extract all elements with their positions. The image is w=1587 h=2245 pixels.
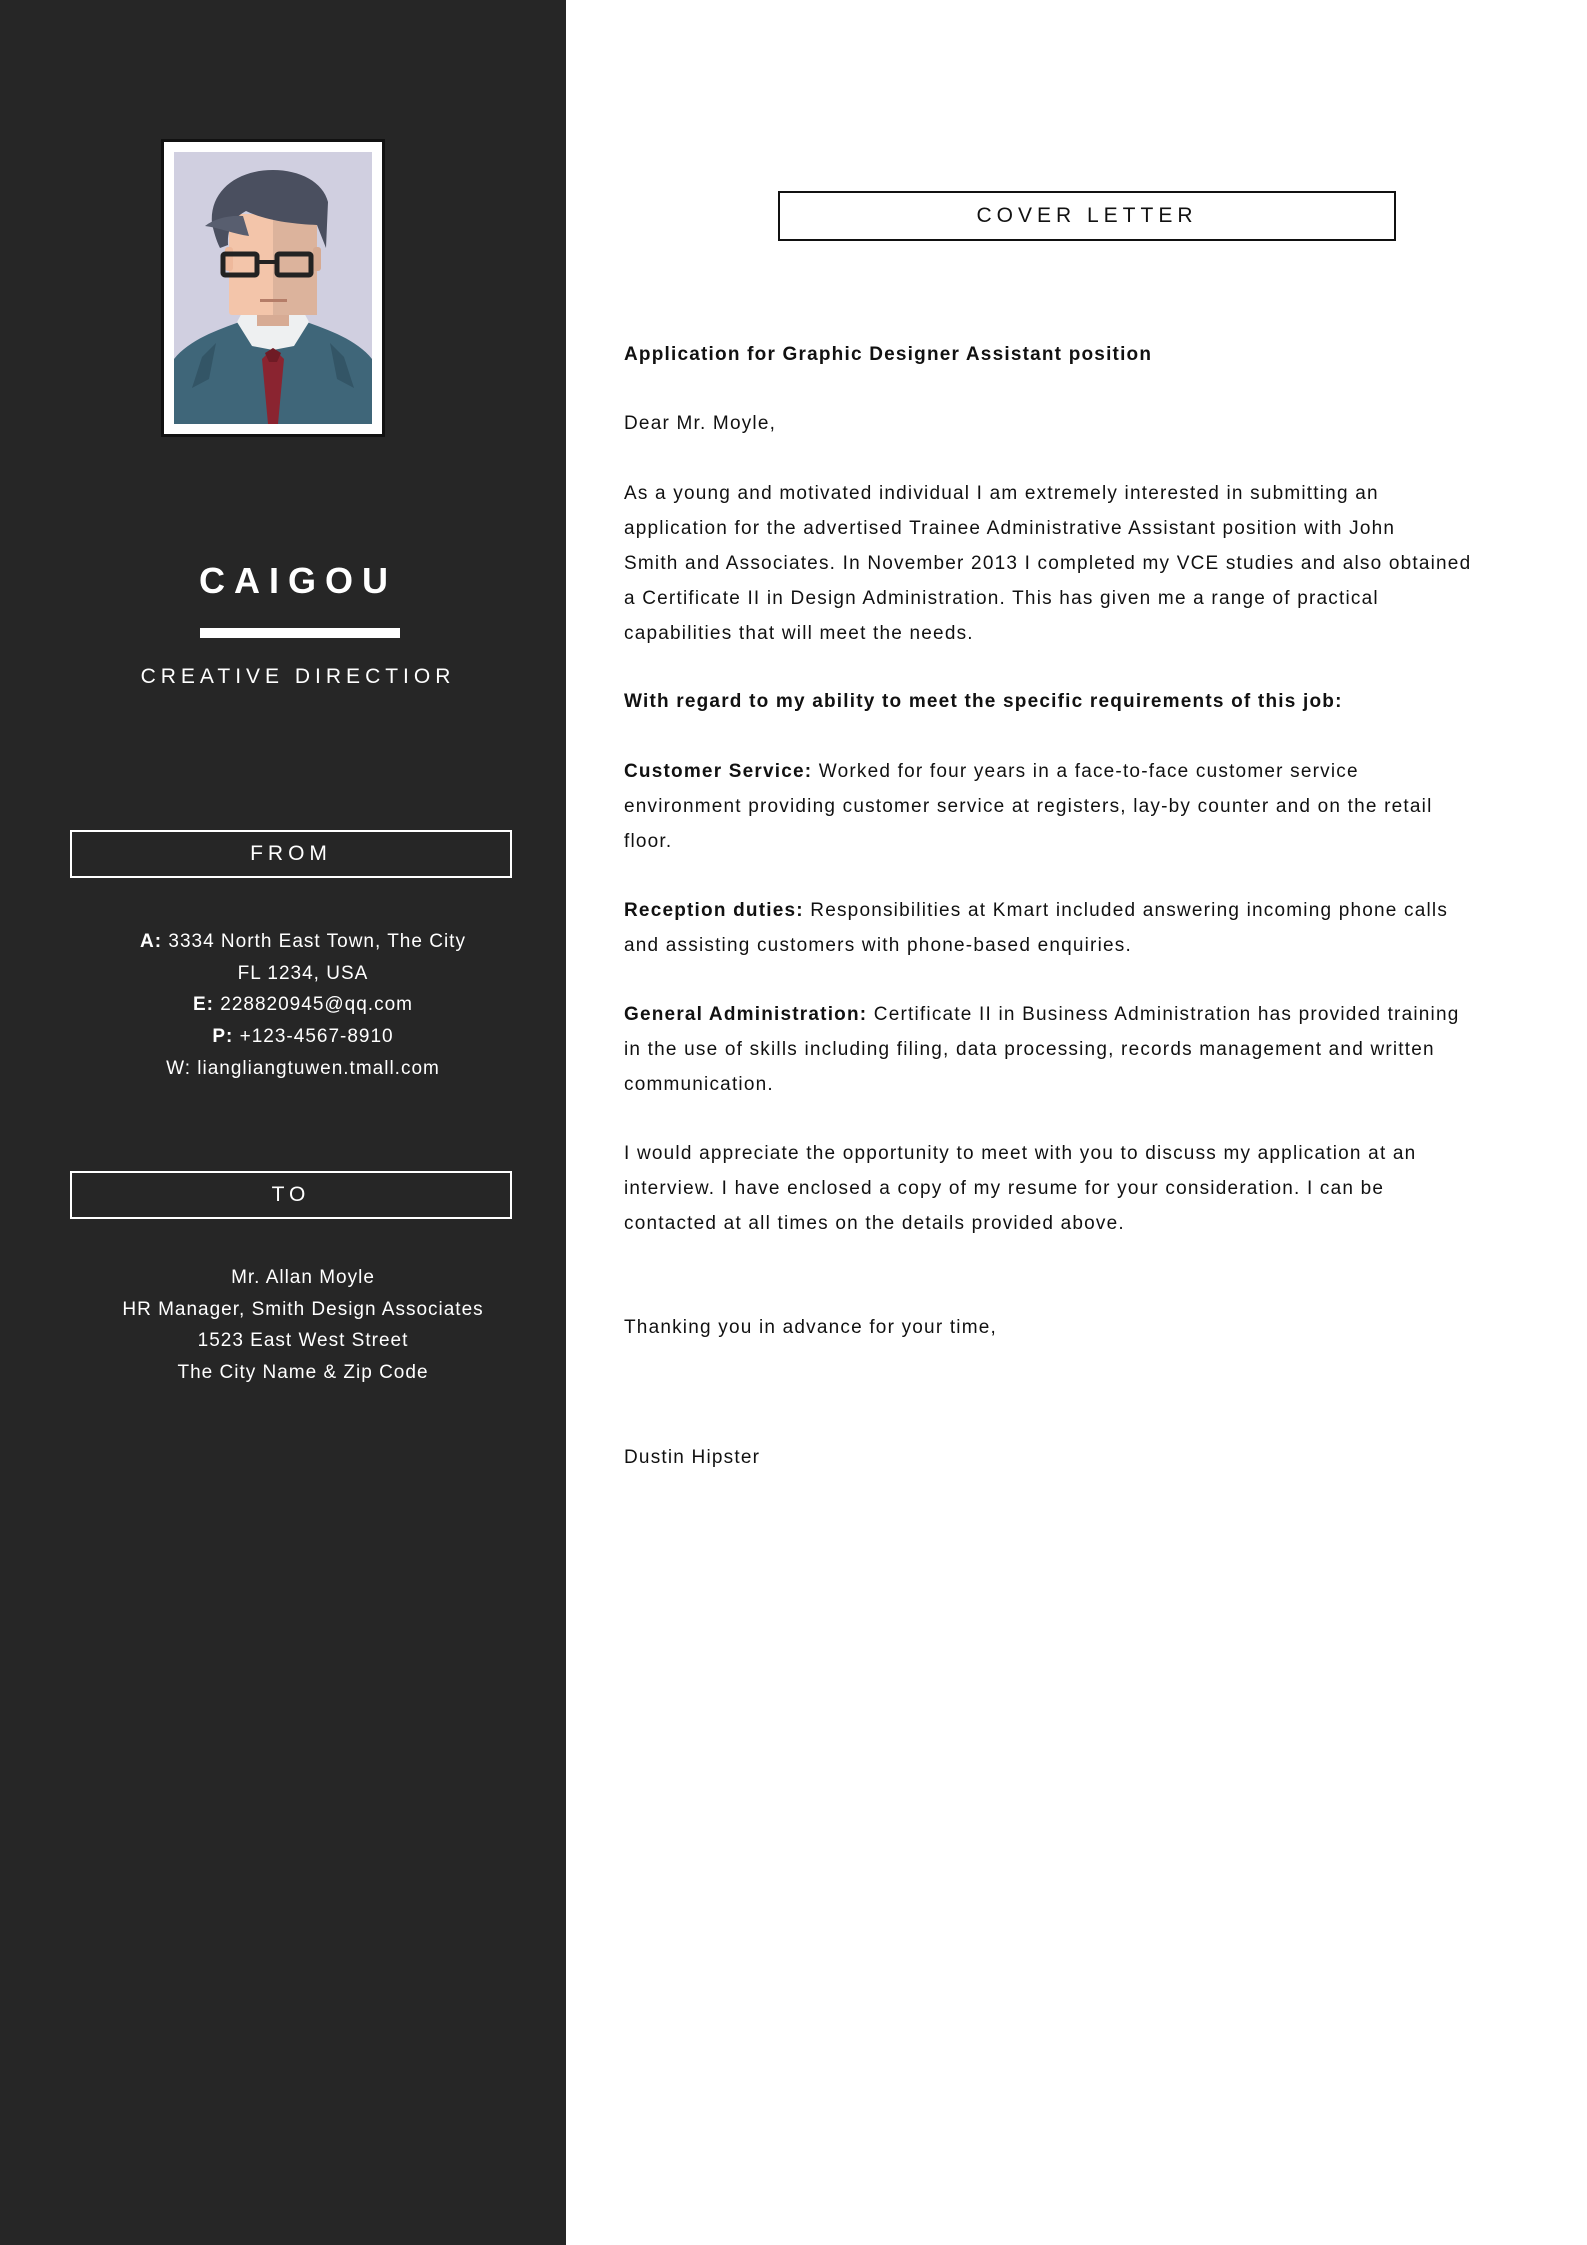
- sender-contact-block: [0, 926, 606, 1085]
- intro-line: a Certificate II in Design Administration. This has given me a range of practical: [624, 588, 1379, 609]
- administration-line: communication.: [624, 1074, 774, 1095]
- thanks-line: Thanking you in advance for your time,: [624, 1317, 997, 1338]
- customer-service-first-text: Worked for four years in a face-to-face customer service: [812, 761, 1359, 782]
- sender-address-line1: [0, 926, 606, 958]
- customer-service-paragraph: [624, 754, 1534, 859]
- profile-role: CREATIVE DIRECTIOR: [140, 665, 456, 688]
- reception-label: Reception duties:: [624, 900, 804, 921]
- customer-service-first-line: [624, 754, 1534, 789]
- recipient-contact-block: [0, 1262, 606, 1389]
- recipient-street-line: 1523 East West Street: [197, 1330, 409, 1352]
- letter-intro-paragraph: [624, 476, 1534, 651]
- intro-line: Smith and Associates. In November 2013 I completed my VCE studies and also obtained: [624, 553, 1472, 574]
- address-line1: 3334 North East Town, The City: [168, 931, 466, 952]
- administration-label: General Administration:: [624, 1004, 868, 1025]
- to-heading: TO: [70, 1171, 512, 1219]
- intro-line: capabilities that will meet the needs.: [624, 623, 974, 644]
- address-label: A:: [140, 931, 163, 952]
- administration-first-line: [624, 997, 1534, 1032]
- man-with-glasses-avatar-icon: [174, 152, 372, 424]
- name-divider: [200, 628, 400, 638]
- from-heading: FROM: [70, 830, 512, 878]
- reception-line: and assisting customers with phone-based enquiries.: [624, 935, 1132, 956]
- closing-paragraph: [624, 1136, 1534, 1241]
- phone-value: +123-4567-8910: [239, 1026, 394, 1048]
- profile-name: CAIGOU: [199, 560, 397, 601]
- letter-subject: Application for Graphic Designer Assistant position: [624, 344, 1153, 365]
- cover-letter-title: COVER LETTER: [778, 191, 1396, 241]
- profile-sidebar: [0, 0, 566, 2245]
- email-label: E:: [193, 994, 214, 1016]
- customer-service-label: Customer Service:: [624, 761, 813, 782]
- reception-first-text: Responsibilities at Kmart included answering incoming phone calls: [803, 900, 1449, 921]
- sender-email-line: [0, 989, 606, 1021]
- email-value: 228820945@qq.com: [220, 994, 413, 1016]
- sender-phone-line: [0, 1021, 606, 1053]
- recipient-company-line: HR Manager, Smith Design Associates: [122, 1298, 484, 1320]
- profile-photo-frame: [161, 139, 385, 437]
- reception-paragraph: [624, 893, 1534, 963]
- recipient-city-line: The City Name & Zip Code: [177, 1362, 429, 1384]
- closing-line: contacted at all times on the details provided above.: [624, 1213, 1125, 1234]
- closing-line: I would appreciate the opportunity to meet with you to discuss my application at an: [624, 1143, 1417, 1164]
- phone-label: P:: [212, 1026, 234, 1048]
- administration-first-text: Certificate II in Business Administration has provided training: [867, 1004, 1460, 1025]
- sender-web-line: W: liangliangtuwen.tmall.com: [166, 1057, 440, 1079]
- reception-first-line: [624, 893, 1534, 928]
- recipient-name-line: Mr. Allan Moyle: [231, 1267, 375, 1288]
- requirements-heading: With regard to my ability to meet the specific requirements of this job:: [624, 691, 1343, 712]
- closing-line: interview. I have enclosed a copy of my resume for your consideration. I can be: [624, 1178, 1385, 1199]
- profile-avatar: [174, 152, 372, 424]
- administration-line: in the use of skills including filing, data processing, records management and written: [624, 1039, 1435, 1060]
- customer-service-line: environment providing customer service at registers, lay-by counter and on the retail: [624, 796, 1433, 817]
- signature: Dustin Hipster: [624, 1447, 761, 1468]
- letter-salutation: Dear Mr. Moyle,: [624, 413, 777, 434]
- intro-line: As a young and motivated individual I am extremely interested in submitting an: [624, 483, 1379, 504]
- intro-line: application for the advertised Trainee Administrative Assistant position with John: [624, 518, 1396, 539]
- customer-service-line: floor.: [624, 831, 673, 852]
- sender-address-line2: FL 1234, USA: [237, 962, 369, 984]
- administration-paragraph: [624, 997, 1534, 1102]
